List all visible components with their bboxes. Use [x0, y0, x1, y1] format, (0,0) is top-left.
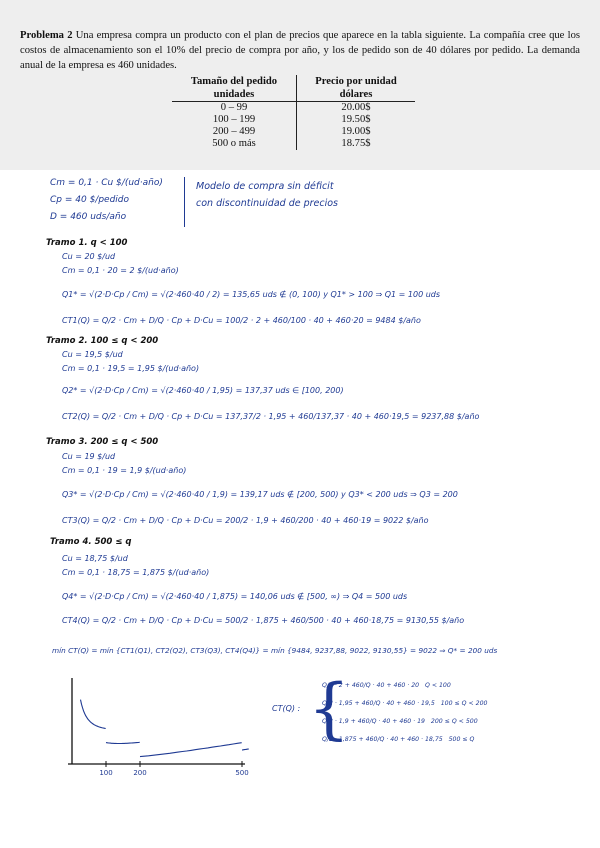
- min-total-cost: mín CT(Q) = mín {CT1(Q1), CT2(Q2), CT3(Q3), CT4(Q4)} = mín {9484, 9237,88, 9022, 9130,55} = 9022 ⇒ Q* = 200 uds: [52, 646, 498, 655]
- problem-label: Problema 2: [20, 30, 73, 41]
- tramo-2-cu: Cu = 19,5 $/ud: [62, 350, 123, 359]
- tramo-3-q: Q3* = √(2·D·Cp / Cm) = √(2·460·40 / 1,9) = 139,17 uds ∉ [200, 500) y Q3* < 200 uds ⇒ Q3 = 200: [62, 490, 458, 499]
- piecewise-case-3: Q/2 · 1,9 + 460/Q · 40 + 460 · 19 200 ≤ Q < 500: [322, 718, 478, 725]
- tramo-1-cu: Cu = 20 $/ud: [62, 252, 116, 261]
- model-line-1: Modelo de compra sin déficit: [196, 181, 334, 192]
- tramo-4-cu: Cu = 18,75 $/ud: [62, 554, 128, 563]
- graph-tick-label: 100: [99, 769, 113, 776]
- tramo-2-cm: Cm = 0,1 · 19,5 = 1,95 $/(ud·año): [62, 364, 200, 373]
- model-line-2: con discontinuidad de precios: [196, 198, 338, 209]
- tramo-1-q: Q1* = √(2·D·Cp / Cm) = √(2·460·40 / 2) = 135,65 uds ∉ (0, 100) y Q1* > 100 ⇒ Q1 = 100 uds: [62, 290, 441, 299]
- tramo-3-cm: Cm = 0,1 · 19 = 1,9 $/(ud·año): [62, 466, 187, 475]
- cost-graph: [40, 672, 250, 776]
- header-order-size: Tamaño del pedido unidades: [172, 75, 297, 102]
- tramo-3-title: Tramo 3. 200 ≤ q < 500: [46, 437, 159, 447]
- price-table: [172, 75, 415, 150]
- cost-curve-segment-4: [242, 749, 249, 750]
- tramo-2-ct: CT2(Q) = Q/2 · Cm + D/Q · Cp + D·Cu = 137,37/2 · 1,95 + 460/137,37 · 40 + 460·19,5 = 9237,88 $/año: [62, 412, 480, 421]
- table-row: 200 – 499 19.00$: [172, 126, 415, 138]
- piecewise-brace: {: [308, 670, 350, 747]
- table-row: 100 – 199 19.50$: [172, 114, 415, 126]
- tramo-4-title: Tramo 4. 500 ≤ q: [50, 537, 132, 547]
- param-cp: Cp = 40 $/pedido: [50, 195, 130, 205]
- problem-text: Una empresa compra un producto con el plan de precios que aparece en la tabla siguiente. La compañía cree que los costos de almacenamiento son el 10% del precio de compra por año, y los de pedido son de 40 dólares por pedido. La demanda anual de la empresa es 460 unidades.: [20, 30, 580, 71]
- cost-curve-segment-2: [106, 742, 140, 743]
- tramo-1-ct: CT1(Q) = Q/2 · Cm + D/Q · Cp + D·Cu = 100/2 · 2 + 460/100 · 40 + 460·20 = 9484 $/año: [62, 316, 421, 325]
- cost-curve-segment-3: [140, 743, 242, 757]
- piecewise-case-2: Q/2 · 1,95 + 460/Q · 40 + 460 · 19,5 100 ≤ Q < 200: [322, 700, 488, 707]
- printed-problem-area: [0, 0, 600, 170]
- problem-statement: [20, 28, 580, 73]
- graph-tick-label: 500: [235, 769, 249, 776]
- header-unit-price: Precio por unidad dólares: [297, 75, 416, 102]
- tramo-4-cm: Cm = 0,1 · 18,75 = 1,875 $/(ud·año): [62, 568, 210, 577]
- piecewise-label: CT(Q) :: [272, 704, 301, 713]
- tramo-3-ct: CT3(Q) = Q/2 · Cm + D/Q · Cp + D·Cu = 200/2 · 1,9 + 460/200 · 40 + 460·19 = 9022 $/año: [62, 516, 429, 525]
- tramo-2-title: Tramo 2. 100 ≤ q < 200: [46, 336, 159, 346]
- tramo-3-cu: Cu = 19 $/ud: [62, 452, 116, 461]
- tramo-1-title: Tramo 1. q < 100: [46, 238, 128, 248]
- tramo-2-q: Q2* = √(2·D·Cp / Cm) = √(2·460·40 / 1,95) = 137,37 uds ∈ [100, 200): [62, 386, 344, 395]
- tramo-4-q: Q4* = √(2·D·Cp / Cm) = √(2·460·40 / 1,875) = 140,06 uds ∉ [500, ∞) ⇒ Q4 = 500 uds: [62, 592, 408, 601]
- piecewise-case-4: Q/2 · 1,875 + 460/Q · 40 + 460 · 18,75 500 ≤ Q: [322, 736, 475, 743]
- param-cm: Cm = 0,1 · Cu $/(ud·año): [50, 178, 163, 188]
- graph-tick-label: 200: [133, 769, 147, 776]
- tramo-1-cm: Cm = 0,1 · 20 = 2 $/(ud·año): [62, 266, 179, 275]
- notes-divider: [184, 177, 185, 227]
- table-row: 500 o más 18.75$: [172, 138, 415, 150]
- piecewise-case-1: Q/2 · 2 + 460/Q · 40 + 460 · 20 Q < 100: [322, 682, 451, 689]
- param-d: D = 460 uds/año: [50, 212, 127, 222]
- table-row: 0 – 99 20.00$: [172, 102, 415, 115]
- cost-curve-segment-1: [81, 700, 106, 729]
- tramo-4-ct: CT4(Q) = Q/2 · Cm + D/Q · Cp + D·Cu = 500/2 · 1,875 + 460/500 · 40 + 460·18,75 = 9130,55 $/año: [62, 616, 465, 625]
